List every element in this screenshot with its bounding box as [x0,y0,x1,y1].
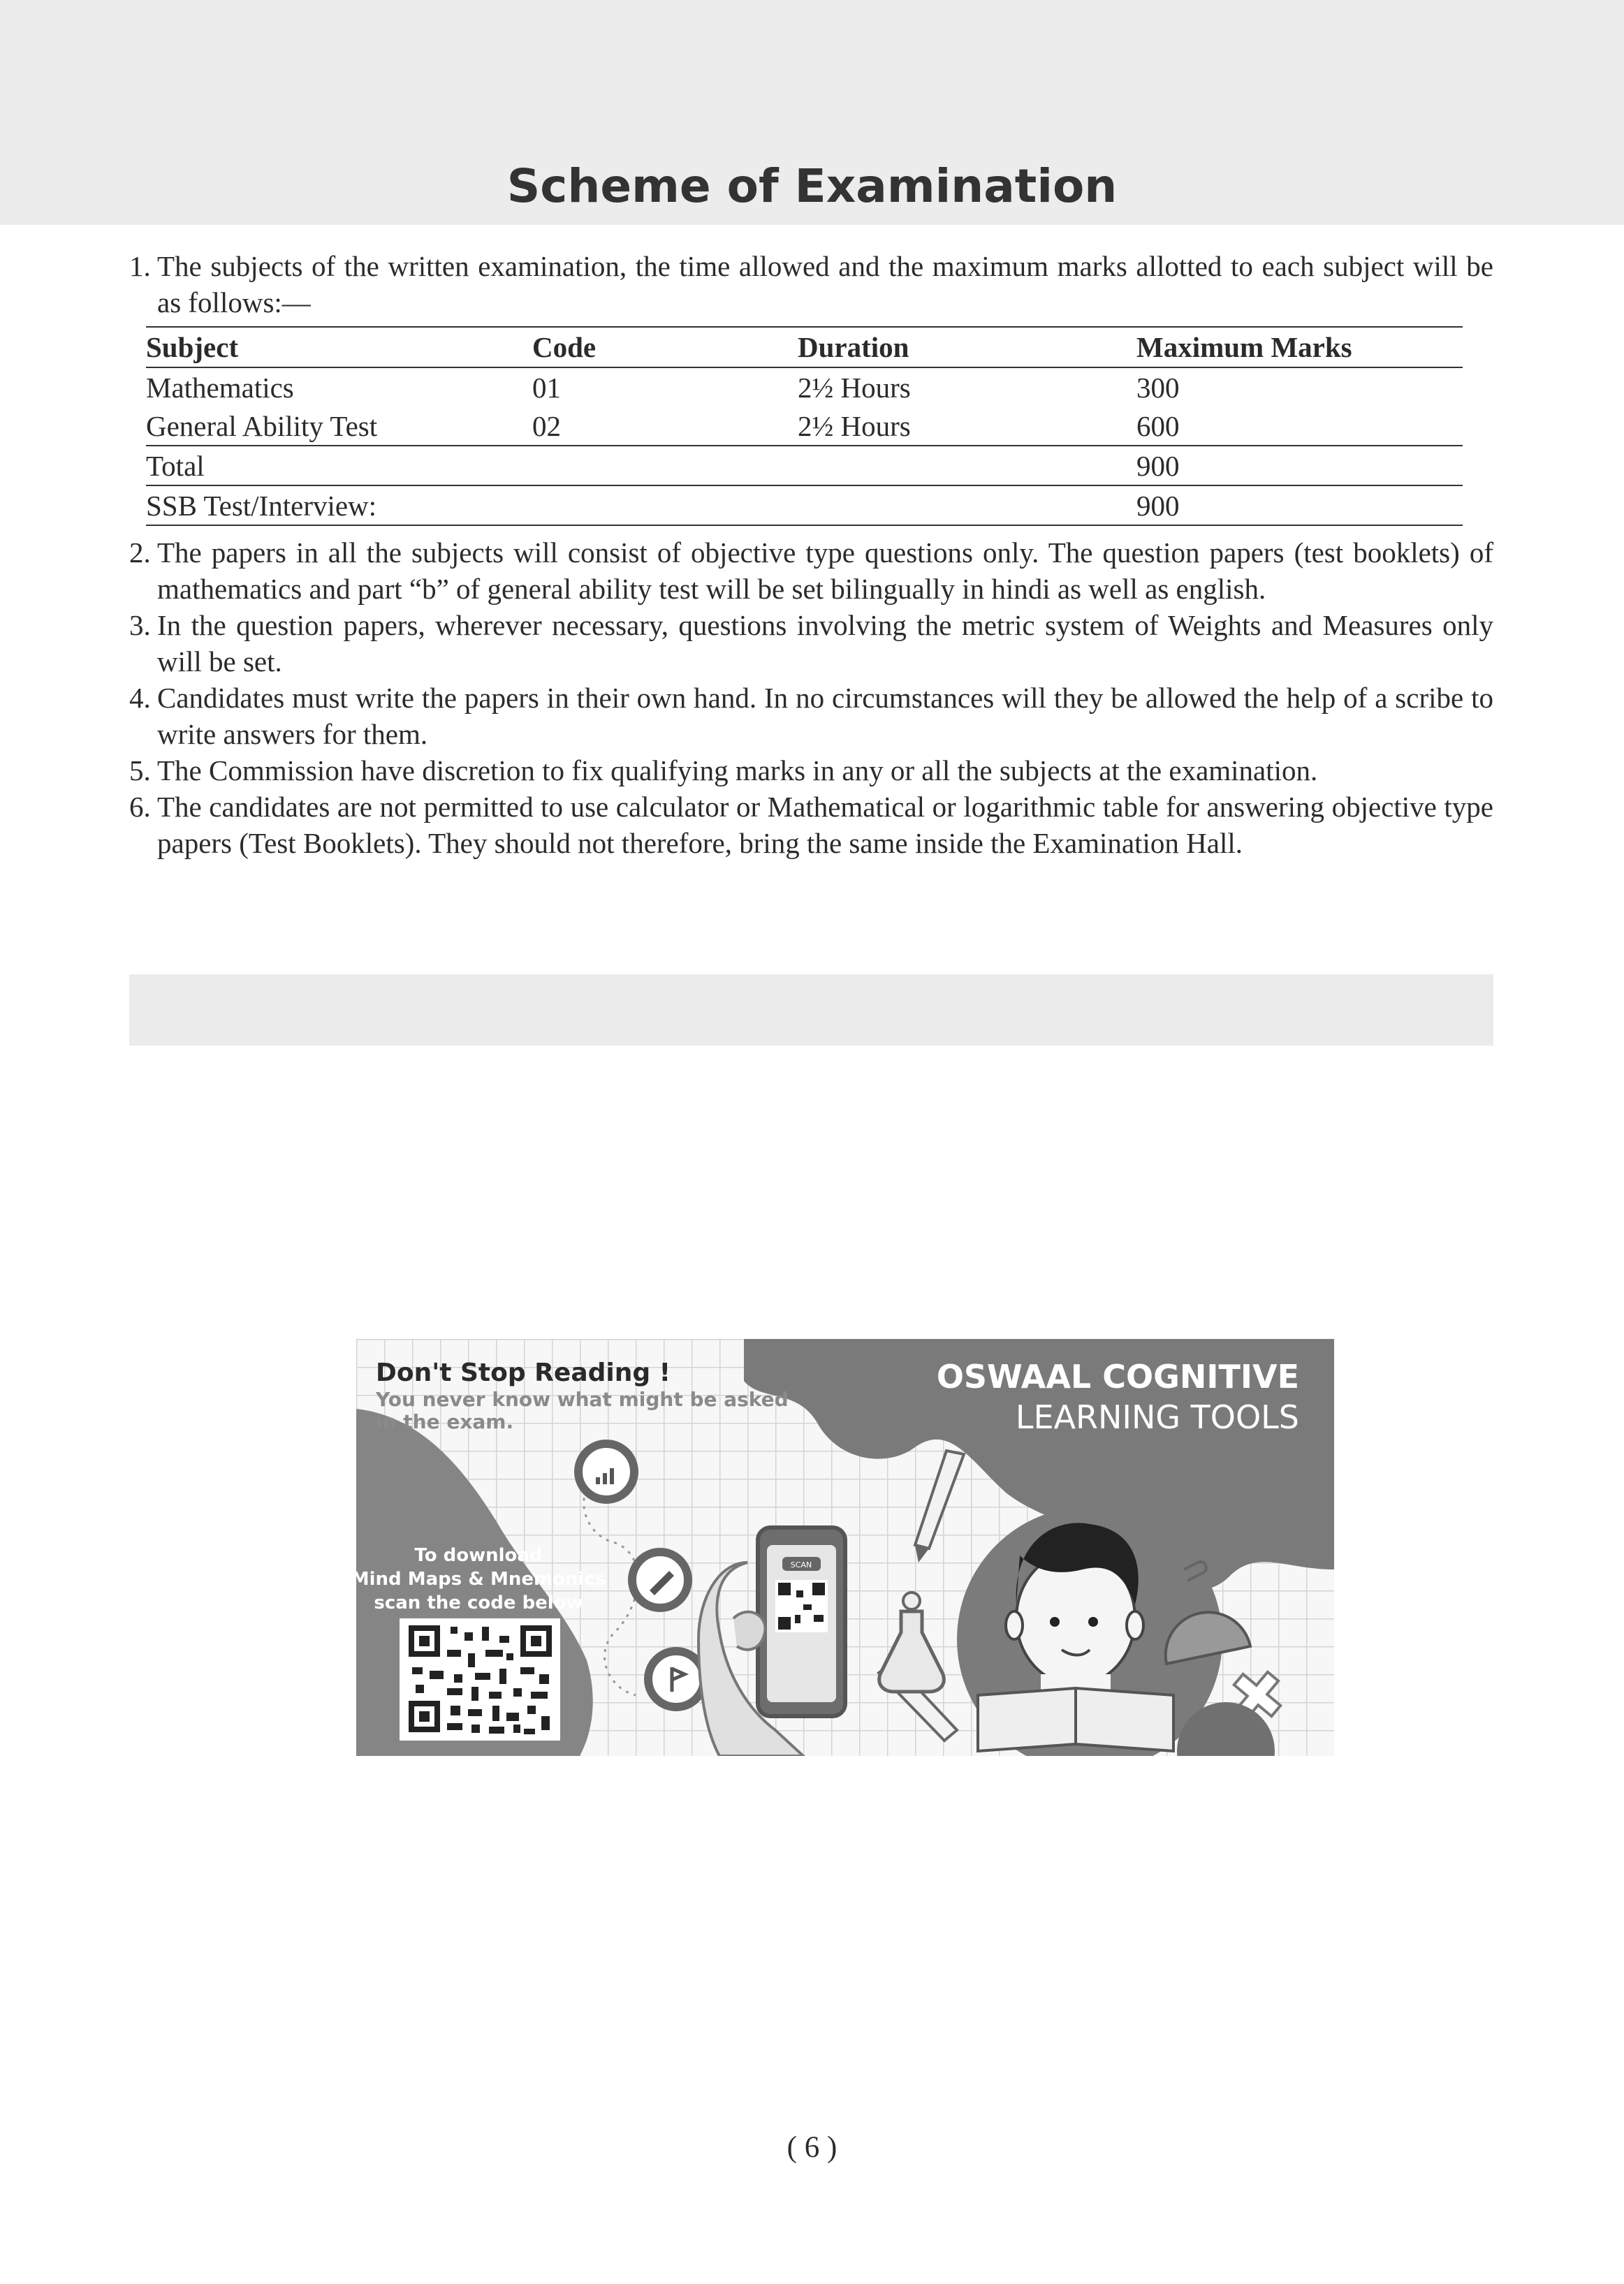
table-row [146,407,1463,446]
promo-banner[interactable] [356,1339,1334,1756]
exam-table [146,326,1463,526]
cell-code [532,446,798,485]
point-text: The subjects of the written examination, the time allowed and the maximum marks allotted to each subject will be as follows:— [157,250,1493,319]
point-5 [129,752,1493,789]
header-max-marks: Maximum Marks [1136,327,1463,367]
flag-icon [648,1651,704,1707]
cell-marks: 900 [1136,485,1463,525]
table-row-ssb [146,485,1463,525]
point-text: The papers in all the subjects will consist of objective type questions only. The question papers (test booklets) of mathematics and part “b” of general ability test will be set bilingually in hindi as well as english. [157,536,1493,605]
cell-subject: Total [146,446,532,485]
table-row [146,367,1463,407]
banner-subline-2: in the exam. [376,1410,514,1433]
cell-marks: 900 [1136,446,1463,485]
point-number: 1. [129,250,151,282]
page-title: Scheme of Examination [506,159,1118,213]
cell-marks: 300 [1136,371,1180,404]
banner-subline-1: You never know what might be asked [376,1388,789,1411]
point-3 [129,607,1493,680]
point-text: The Commission have discretion to fix qualifying marks in any or all the subjects at the examination. [157,754,1318,786]
content [129,248,1493,861]
cell-code [532,485,798,525]
point-1 [129,248,1493,321]
point-number: 2. [129,536,151,569]
point-2 [129,534,1493,607]
download-text-3: scan the code below [374,1593,583,1613]
cell-duration: 2½ Hours [798,371,911,404]
cell-subject: General Ability Test [146,409,378,442]
cell-code: 01 [532,371,561,404]
promo-banner-graphic [356,1339,1334,1756]
table-header-row [146,327,1463,367]
page-number: ( 6 ) [787,2131,837,2164]
brand-line-2: LEARNING TOOLS [1015,1398,1299,1436]
cell-subject: Mathematics [146,371,294,404]
point-number: 4. [129,682,151,714]
table-row-total [146,446,1463,485]
point-text: In the question papers, wherever necessary, questions involving the metric system of Weights and Measures only will be set. [157,609,1493,678]
chart-icon [578,1444,634,1500]
point-number: 6. [129,791,151,823]
cell-duration [798,446,1136,485]
header-duration: Duration [798,327,1136,367]
cell-duration: 2½ Hours [798,409,911,442]
banner-headline: Don't Stop Reading ! [376,1359,671,1387]
download-text-1: To download [414,1545,543,1566]
download-text-2: Mind Maps & Mnemonics [356,1569,606,1590]
point-number: 5. [129,754,151,786]
point-text: The candidates are not permitted to use calculator or Mathematical or logarithmic table for answering objective type papers (Test Booklets). They should not therefore, bring the same inside the Examination Hall. [157,791,1493,859]
point-4 [129,680,1493,752]
point-6 [129,789,1493,861]
point-text: Candidates must write the papers in their own hand. In no circumstances will they be allowed the help of a scribe to write answers for them. [157,682,1493,750]
cell-marks: 600 [1136,409,1180,442]
pencil-circle-icon [632,1552,688,1608]
qr-code-icon[interactable] [400,1618,560,1741]
brand-line-1: OSWAAL COGNITIVE [936,1358,1299,1396]
phone-label: SCAN [790,1560,812,1569]
point-number: 3. [129,609,151,641]
header-code: Code [532,327,798,367]
cell-duration [798,485,1136,525]
cell-subject: SSB Test/Interview: [146,485,532,525]
grey-band [129,974,1493,1046]
header-subject: Subject [146,327,532,367]
cell-code: 02 [532,409,561,442]
